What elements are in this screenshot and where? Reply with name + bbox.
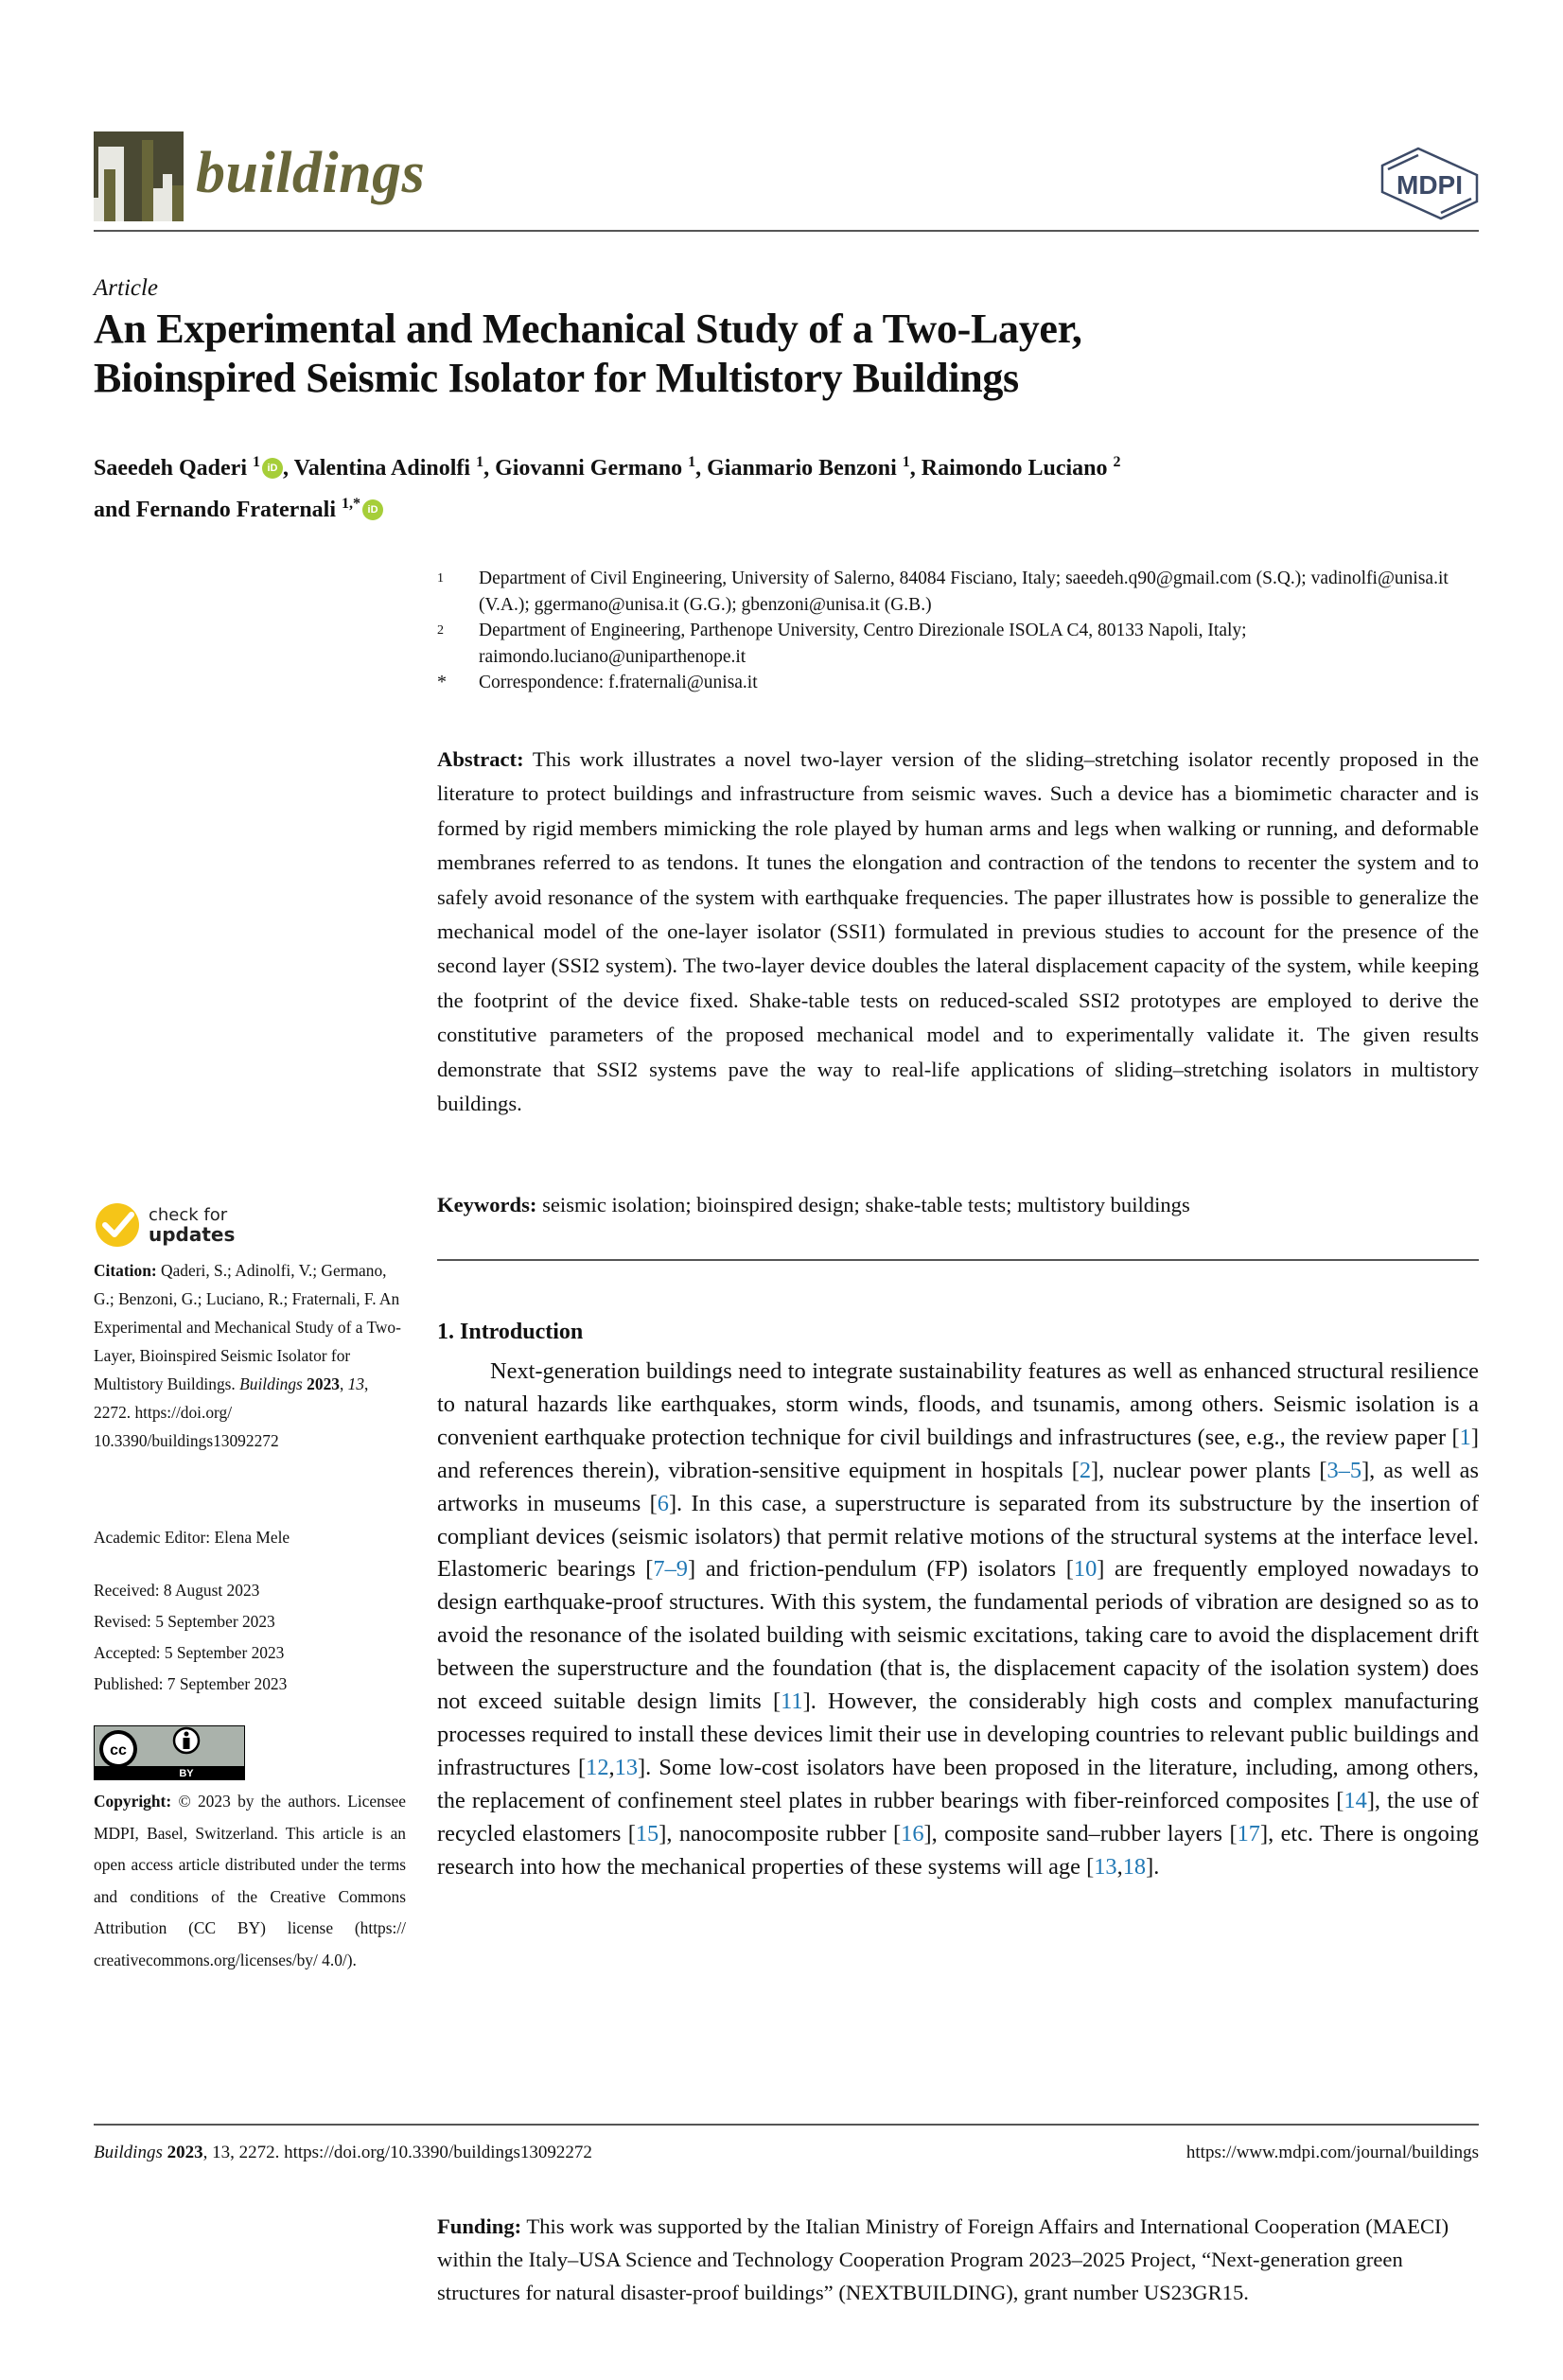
affiliations — [437, 566, 1487, 696]
academic-editor: Academic Editor: Elena Mele — [94, 1528, 290, 1547]
author[interactable]: Fernando Fraternali $^{1,*}$ iD — [136, 498, 383, 522]
title-line-2: Bioinspired Seismic Isolator for Multistory Buildings — [94, 355, 1019, 401]
author-list: Saeedeh Qaderi $^1$ iD , Valentina Adinolfi $^1$, Giovanni Germano $^1$, Gianmario Benzoni $^1$, Raimondo Luciano $^2$ and Fernando Fraternali $^{1,*}$ iD — [94, 454, 1121, 522]
keywords-label: Keywords: — [437, 1193, 537, 1216]
reference-link[interactable]: 11 — [781, 1689, 803, 1715]
copyright-notice: Copyright: © 2023 by the authors. Licensee MDPI, Basel, Switzerland. This article is an open access article distributed under the terms and conditions of the Creative Commons Attribution (CC BY) license (https:// creativecommons.org/licenses/by/ 4.0/). — [94, 1792, 406, 1969]
section-heading-introduction: 1. Introduction — [437, 1320, 584, 1344]
citation-doi-link[interactable]: , 2272. https://doi.org/ 10.3390/buildings13092272 — [94, 1374, 369, 1450]
author[interactable]: Valentina Adinolfi $^1$ — [293, 454, 484, 481]
date-received: Received: 8 August 2023 — [94, 1581, 260, 1600]
svg-text:BY: BY — [179, 1768, 194, 1779]
reference-link[interactable]: 16 — [901, 1820, 924, 1846]
intro-text: ] and references therein), vibration-sensitive equipment in hospitals [ — [437, 1424, 1479, 1483]
reference-link[interactable]: 18 — [1122, 1853, 1147, 1880]
keywords — [437, 1189, 1479, 1221]
mdpi-logo-icon — [1377, 147, 1483, 220]
intro-text: ]. Some low-cost isolators have been proposed in the literature, including, among others, the replacement of confinement steel plates in rubber bearings with fiber-reinforced composites [ — [437, 1754, 1479, 1813]
correspondence: * Correspondence: f.fraternali@unisa.it — [437, 672, 758, 692]
footer-citation: Buildings 2023, 13, 2272. https://doi.org/10.3390/buildings13092272 — [94, 2143, 592, 2162]
svg-text:cc: cc — [110, 1742, 127, 1759]
intro-text: ] are frequently employed nowadays to design earthquake-proof structures. With this system, the fundamental periods of vibration are designed so as to avoid the resonance of the isolated building with seismic excitations, taking care to avoid the displacement drift between the superstructure and the foundation (that is, the displacement capacity of the isolation system) does not exceed suitable design limits [ — [437, 1556, 1479, 1715]
date-revised: Revised: 5 September 2023 — [94, 1612, 275, 1631]
cc-by-license-icon[interactable] — [94, 1725, 245, 1780]
orcid-icon[interactable]: iD — [262, 458, 283, 479]
reference-link[interactable]: 10 — [1073, 1556, 1098, 1583]
affiliation-1: 1 Department of Civil Engineering, University of Salerno, 84084 Fisciano, Italy; saeedeh.q90@gmail.com (S.Q.); vadinolfi@unisa.it (V.A.); ggermano@unisa.it (G.G.); gbenzoni@unisa.it (G.B.) — [437, 569, 1449, 615]
reference-link[interactable]: 3–5 — [1326, 1457, 1362, 1483]
date-accepted: Accepted: 5 September 2023 — [94, 1643, 285, 1662]
journal-name: buildings — [196, 141, 426, 205]
reference-link[interactable]: 13 — [614, 1754, 639, 1780]
citation: Citation: Qaderi, S.; Adinolfi, V.; Germano, G.; Benzoni, G.; Luciano, R.; Fraternali, F. An Experimental and Mechanical Study of a Two-Layer, Bioinspired Seismic Isolator for Multistory Buildings. Buildings 2023, 13, 2272. https://doi.org/ 10.3390/buildings13092272 — [94, 1261, 401, 1450]
author[interactable]: Raimondo Luciano $^2$ — [921, 454, 1121, 481]
header-divider — [94, 230, 1479, 232]
intro-text: ], the use of recycled elastomers [ — [437, 1787, 1479, 1846]
footer-divider — [94, 2124, 1479, 2126]
svg-text:MDPI: MDPI — [1396, 170, 1463, 200]
intro-text: ] and friction-pendulum (FP) isolators [ — [688, 1556, 1074, 1583]
author[interactable]: Saeedeh Qaderi $^1$ iD — [94, 456, 283, 481]
check-for-updates-button[interactable]: check for updates — [94, 1201, 235, 1249]
affiliation-2: 2 Department of Engineering, Parthenope University, Centro Direzionale ISOLA C4, 80133 Napoli, Italy; raimondo.luciano@uniparthenope.it — [437, 621, 1247, 667]
check-updates-icon — [94, 1201, 141, 1249]
orcid-icon[interactable]: iD — [362, 499, 383, 520]
reference-link[interactable]: 15 — [635, 1820, 659, 1846]
abstract-label: Abstract: — [437, 747, 524, 771]
reference-link[interactable]: 14 — [1343, 1787, 1367, 1813]
journal-url-link[interactable]: https://www.mdpi.com/journal/buildings — [1185, 2143, 1479, 2162]
date-published: Published: 7 September 2023 — [94, 1674, 288, 1693]
author[interactable]: Gianmario Benzoni $^1$ — [707, 454, 910, 481]
intro-text: , — [1116, 1853, 1123, 1880]
abstract — [437, 743, 1479, 1121]
article-title — [94, 305, 1475, 403]
reference-link[interactable]: 2 — [1079, 1457, 1092, 1483]
intro-text: ], etc. There is ongoing research into how the mechanical properties of these systems will age [ — [437, 1820, 1479, 1880]
reference-link[interactable]: 12 — [586, 1754, 609, 1780]
author[interactable]: Giovanni Germano $^1$ — [495, 454, 696, 481]
footer-doi-link[interactable]: , 13, 2272. https://doi.org/10.3390/buildings13092272 — [202, 2143, 592, 2162]
intro-text: ], composite sand–rubber layers [ — [923, 1820, 1238, 1846]
publication-dates — [94, 1575, 406, 1700]
keywords-text: seismic isolation; bioinspired design; shake-table tests; multistory buildings — [542, 1193, 1190, 1216]
reference-link[interactable]: 13 — [1094, 1853, 1117, 1880]
reference-link[interactable]: 7–9 — [653, 1556, 688, 1583]
intro-text: ]. In this case, a superstructure is separated from its substructure by the insertion of compliant devices (seismic isolators) that permit relative motions of the structural systems at the interface level. Elastomeric bearings [ — [437, 1490, 1479, 1583]
abstract-text: This work illustrates a novel two-layer version of the sliding–stretching isolator recently proposed in the literature to protect buildings and infrastructure from seismic waves. Such a device has a biomimetic character and is formed by rigid members mimicking the role played by human arms and legs when walking or running, and deformable membranes referred to as tendons. It tunes the elongation and contraction of the tendons to recenter the system and to safely avoid resonance of the system with earthquake frequencies. The paper illustrates how is possible to generalize the mechanical model of the one-layer isolator (SSI1) formulated in previous studies to account for the presence of the second layer (SSI2 system). The two-layer device doubles the lateral displacement capacity of the system, while keeping the footprint of the device fixed. Shake-table tests on reduced-scaled SSI2 prototypes are employed to derive the constitutive parameters of the proposed mechanical model and to experimentally validate it. The given results demonstrate that SSI2 systems pave the way to real-life applications of sliding–stretching isolators in multistory buildings. — [437, 747, 1479, 1116]
funding-statement: Funding: This work was supported by the Italian Ministry of Foreign Affairs and International Cooperation (MAECI) within the Italy–USA Science and Technology Cooperation Program 2023–2025 Project, “Next-generation green structures for natural disaster-proof buildings” (NEXTBUILDING), grant number US23GR15. — [437, 2214, 1449, 2304]
intro-text: ], as well as artworks in museums [ — [437, 1457, 1479, 1516]
introduction-body — [437, 1356, 1479, 1884]
abstract-divider — [437, 1259, 1479, 1261]
intro-text: ]. — [1146, 1853, 1160, 1880]
intro-text: Next-generation buildings need to integrate sustainability features as well as enhanced structural resilience to natural hazards like earthquakes, storm winds, floods, and tsunamis, among others. Seismic isolation is a convenient earthquake protection technique for civil buildings and infrastructures (see, e.g., the review paper [ — [437, 1358, 1479, 1450]
buildings-journal-logo-icon — [94, 131, 184, 221]
title-line-1: An Experimental and Mechanical Study of a Two-Layer, — [94, 306, 1082, 352]
intro-text: ]. However, the considerably high costs and complex manufacturing processes required to install these devices limit their use in developing countries to relevant public buildings and infrastructures [ — [437, 1689, 1479, 1780]
reference-link[interactable]: 17 — [1237, 1820, 1260, 1846]
intro-text: ], nuclear power plants [ — [1091, 1457, 1327, 1483]
reference-link[interactable]: 6 — [657, 1490, 669, 1516]
intro-text: ], nanocomposite rubber [ — [659, 1820, 902, 1846]
reference-link[interactable]: 1 — [1459, 1424, 1471, 1450]
intro-text: , — [608, 1754, 615, 1780]
article-type: Article — [94, 275, 159, 301]
